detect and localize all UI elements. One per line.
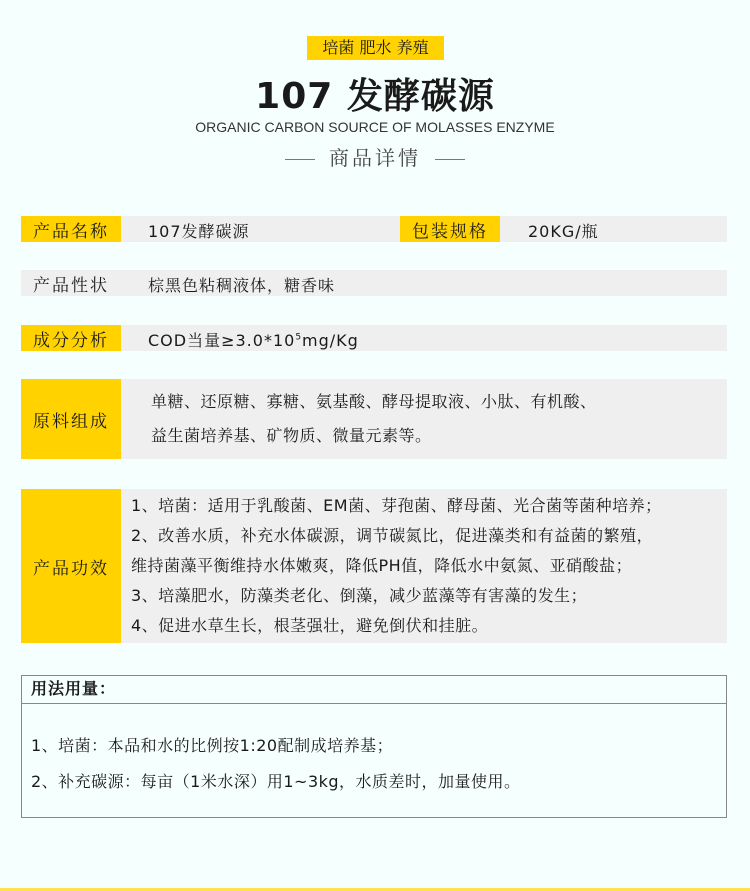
spec-label: 产品名称	[21, 216, 121, 242]
comp-unit: mg/Kg	[302, 331, 359, 350]
text-line: 1、培菌：适用于乳酸菌、EM菌、芽孢菌、酵母菌、光合菌等菌种培养；	[131, 496, 662, 515]
spec-label: 产品功效	[21, 489, 121, 643]
spec-value	[121, 489, 727, 643]
spec-row-ingredients	[21, 379, 727, 459]
spec-row-property	[21, 270, 727, 296]
divider	[435, 159, 465, 160]
tagline-badge: 培菌 肥水 养殖	[307, 36, 444, 60]
spec-label: 包装规格	[400, 216, 500, 242]
page-subtitle: ORGANIC CARBON SOURCE OF MOLASSES ENZYME	[195, 119, 555, 135]
spec-value: 107发酵碳源	[148, 222, 250, 241]
text-line: 益生菌培养基、矿物质、微量元素等。	[151, 426, 432, 445]
usage-item: 2、补充碳源：每亩（1米水深）用1~3kg，水质差时，加量使用。	[31, 772, 521, 791]
comp-text: COD当量≥3.0*10	[148, 331, 296, 350]
spec-label: 产品性状	[33, 275, 109, 296]
text-line: 单糖、还原糖、寡糖、氨基酸、酵母提取液、小肽、有机酸、	[151, 392, 597, 411]
comp-exponent: 5	[295, 332, 303, 343]
spec-value	[121, 379, 727, 459]
usage-item: 1、培菌：本品和水的比例按1:20配制成培养基；	[31, 736, 394, 755]
text-line: 维持菌藻平衡维持水体嫩爽，降低PH值，降低水中氨氮、亚硝酸盐；	[131, 556, 633, 575]
spec-value: 20KG/瓶	[528, 222, 599, 241]
spec-value: 棕黑色粘稠液体，糖香味	[148, 276, 336, 295]
spec-label: 原料组成	[21, 379, 121, 459]
spec-row-name	[21, 216, 727, 242]
divider	[285, 159, 315, 160]
spec-label: 成分分析	[21, 325, 121, 351]
section-heading	[0, 142, 750, 171]
spec-row-effects	[21, 489, 727, 643]
page-title: 107 发酵碳源	[255, 76, 495, 117]
text-line: 2、改善水质，补充水体碳源，调节碳氮比，促进藻类和有益菌的繁殖，	[131, 526, 654, 545]
usage-title: 用法用量：	[22, 676, 726, 704]
spec-value	[148, 328, 359, 351]
text-line: 4、促进水草生长，根茎强壮，避免倒伏和挂脏。	[131, 616, 489, 635]
usage-list	[22, 704, 726, 800]
spec-row-composition	[21, 325, 727, 351]
section-heading-text: 商品详情	[329, 146, 421, 170]
text-line: 3、培藻肥水，防藻类老化、倒藻，减少蓝藻等有害藻的发生；	[131, 586, 588, 605]
usage-box	[21, 675, 727, 818]
